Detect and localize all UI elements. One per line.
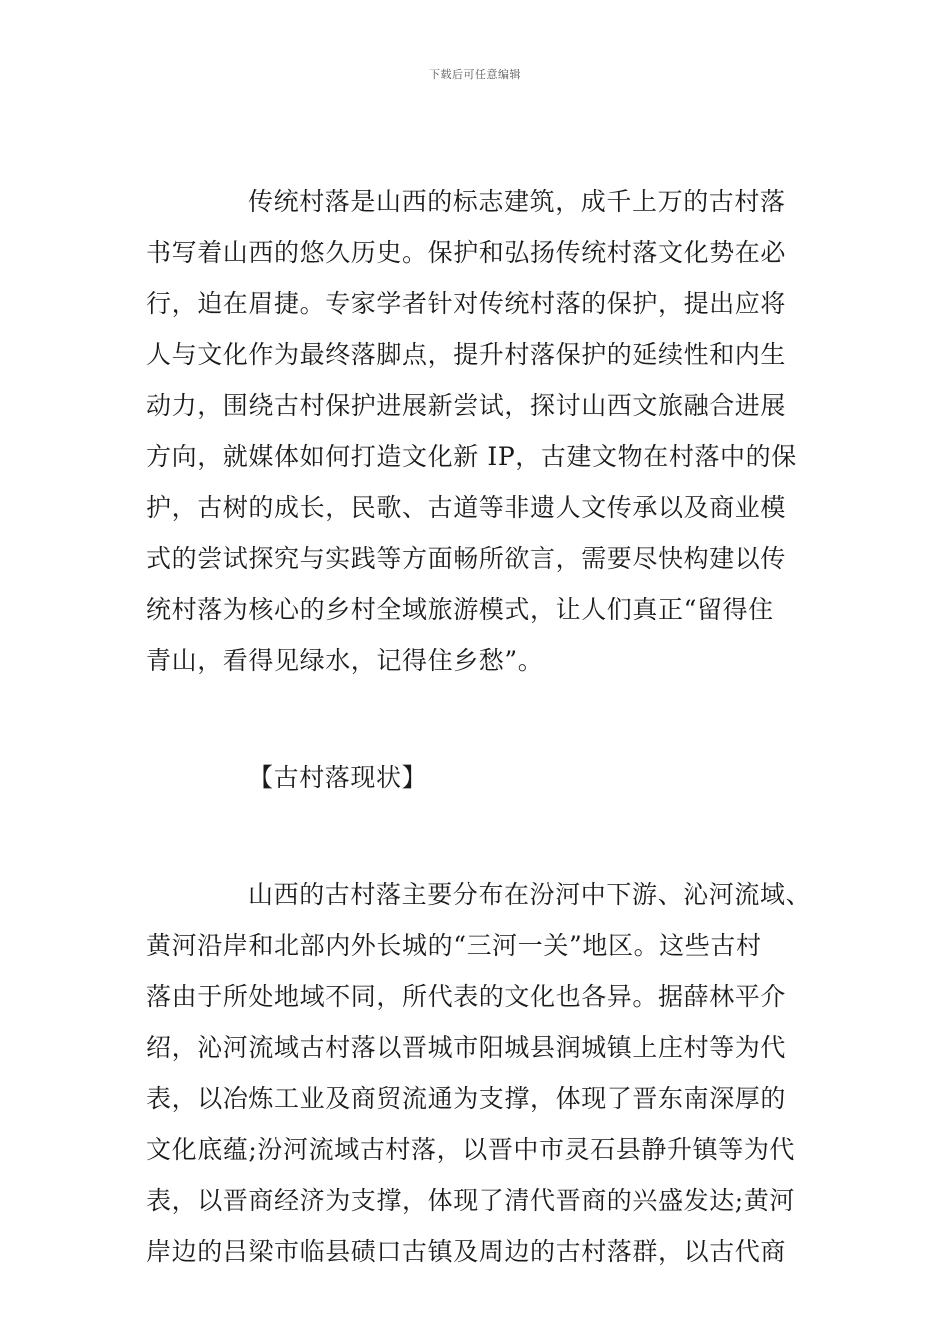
spacer — [146, 803, 811, 869]
paragraph-line: 方向，就媒体如何打造文化新 IP，古建文物在村落中的保 — [146, 442, 797, 471]
section-heading: 【古村落现状】 — [248, 763, 428, 792]
spacer — [146, 686, 811, 752]
paragraph-line: 行，迫在眉捷。专家学者针对传统村落的保护，提出应将 — [146, 289, 787, 318]
paragraph-line: 式的尝试探究与实践等方面畅所欲言，需要尽快构建以传 — [146, 544, 787, 573]
paragraph-line: 人与文化作为最终落脚点，提升村落保护的延续性和内生 — [146, 340, 787, 369]
paragraph-line: 黄河沿岸和北部内外长城的“三河一关”地区。这些古村 — [146, 931, 762, 960]
paragraph-line: 文化底蕴;汾河流域古村落，以晋中市灵石县静升镇等为代 — [146, 1135, 796, 1164]
paragraph-2 — [146, 869, 811, 1277]
paragraph-line: 落由于所处地域不同，所代表的文化也各异。据薛林平介 — [146, 982, 787, 1011]
paragraph-line: 绍，沁河流域古村落以晋城市阳城县润城镇上庄村等为代 — [146, 1033, 787, 1062]
paragraph-line: 山西的古村落主要分布在汾河中下游、沁河流域、 — [248, 880, 812, 909]
paragraph-line: 传统村落是山西的标志建筑，成千上万的古村落 — [248, 187, 786, 216]
paragraph-line: 表，以晋商经济为支撑，体现了清代晋商的兴盛发达;黄河 — [146, 1186, 796, 1215]
paragraph-line: 岸边的吕梁市临县碛口古镇及周边的古村落群，以古代商 — [146, 1237, 787, 1266]
paragraph-line: 青山，看得见绿水，记得住乡愁”。 — [146, 646, 544, 675]
document-body — [146, 176, 811, 1277]
paragraph-1 — [146, 176, 811, 686]
paragraph-line: 护，古树的成长，民歌、古道等非遗人文传承以及商业模 — [146, 493, 787, 522]
paragraph-line: 书写着山西的悠久历史。保护和弘扬传统村落文化势在必 — [146, 238, 787, 267]
paragraph-line: 统村落为核心的乡村全域旅游模式，让人们真正“留得住 — [146, 595, 774, 624]
paragraph-line: 动力，围绕古村保护进展新尝试，探讨山西文旅融合进展 — [146, 391, 787, 420]
paragraph-line: 表，以冶炼工业及商贸流通为支撑，体现了晋东南深厚的 — [146, 1084, 787, 1113]
header-note: 下载后可任意编辑 — [429, 68, 521, 81]
